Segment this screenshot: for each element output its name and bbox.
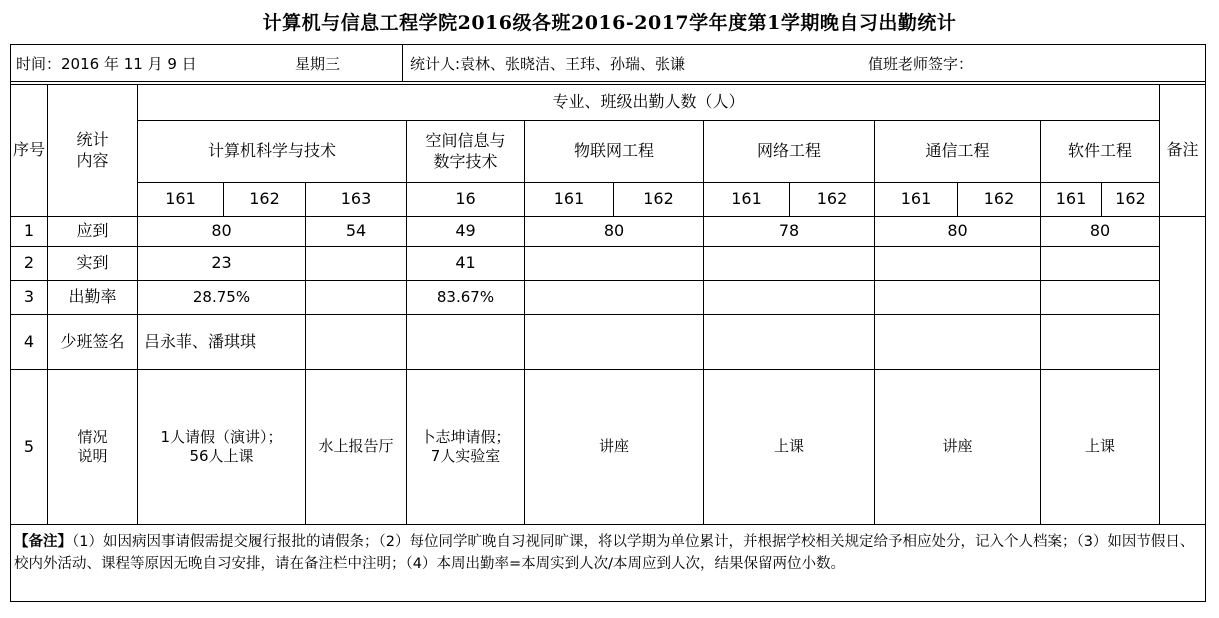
major-communication: 通信工程 <box>875 121 1041 183</box>
header-row-1 <box>11 85 1206 121</box>
cell-communication: 讲座 <box>875 370 1041 525</box>
class-cell: 163 <box>306 183 407 217</box>
cell-network <box>704 247 875 281</box>
cell-spatial-info <box>407 315 525 370</box>
cell-cs-161-162: 28.75% <box>138 281 306 315</box>
cell-network: 78 <box>704 217 875 247</box>
info-row <box>10 44 1206 82</box>
class-cell: 161 <box>138 183 224 217</box>
remark-cell <box>1160 217 1206 525</box>
header-row-classes <box>11 183 1206 217</box>
cell-software <box>1041 281 1160 315</box>
row-label: 应到 <box>48 217 138 247</box>
cell-cs-163 <box>306 281 407 315</box>
row-label: 少班签名 <box>48 315 138 370</box>
cell-cs-161-162: 23 <box>138 247 306 281</box>
cell-cs-163: 水上报告厅 <box>306 370 407 525</box>
cell-cs-163 <box>306 247 407 281</box>
row-label: 实到 <box>48 247 138 281</box>
cell-iot <box>525 315 704 370</box>
cell-software <box>1041 315 1160 370</box>
class-cell: 162 <box>1102 183 1160 217</box>
cell-cs-163 <box>306 315 407 370</box>
header-row-majors <box>11 121 1206 183</box>
note-text: （1）如因病因事请假需提交履行报批的请假条；（2）每位同学旷晚自习视同旷课，将以学期为单位累计，并根据学校相关规定给予相应处分，记入个人档案；（3）如因节假日、校内外活动、课程等原因无晚自习安排，请在备注栏中注明；（4）本周出勤率=本周实到人次/本周应到人次，结果保留两位小数。 <box>14 534 1195 572</box>
class-cell: 161 <box>875 183 958 217</box>
row-number: 5 <box>11 370 48 525</box>
major-cs: 计算机科学与技术 <box>138 121 407 183</box>
cell-iot <box>525 281 704 315</box>
cell-spatial-info: 卜志坤请假； 7人实验室 <box>407 370 525 525</box>
class-cell: 161 <box>525 183 614 217</box>
note-label: 【备注】 <box>14 534 72 550</box>
teacher-sign-label: 值班老师签字： <box>868 55 974 73</box>
class-cell: 162 <box>790 183 875 217</box>
cell-iot <box>525 247 704 281</box>
page-title: 计算机与信息工程学院2016级各班2016-2017学年度第1学期晚自习出勤统计 <box>262 12 957 34</box>
row-label: 情况 说明 <box>48 370 138 525</box>
major-software: 软件工程 <box>1041 121 1160 183</box>
row-label: 出勤率 <box>48 281 138 315</box>
cell-software: 上课 <box>1041 370 1160 525</box>
table-row <box>11 315 1206 370</box>
info-divider <box>402 44 403 82</box>
cell-cs-161-162: 80 <box>138 217 306 247</box>
weekday-text: 星期三 <box>295 55 341 73</box>
class-cell: 162 <box>614 183 704 217</box>
row-number: 2 <box>11 247 48 281</box>
cell-iot: 80 <box>525 217 704 247</box>
class-cell: 161 <box>1041 183 1102 217</box>
group-header: 专业、班级出勤人数（人） <box>138 85 1160 121</box>
cell-communication <box>875 281 1041 315</box>
remarks-note <box>14 531 1202 575</box>
class-cell: 161 <box>704 183 790 217</box>
cell-cs-161-162: 吕永菲、潘琪琪 <box>138 315 306 370</box>
class-cell: 16 <box>407 183 525 217</box>
cell-software: 80 <box>1041 217 1160 247</box>
cell-spatial-info: 49 <box>407 217 525 247</box>
table-row <box>11 281 1206 315</box>
cell-network <box>704 281 875 315</box>
cell-spatial-info: 41 <box>407 247 525 281</box>
remark-header: 备注 <box>1160 85 1206 217</box>
date-text: 时间：2016 年 11 月 9 日 <box>16 55 197 73</box>
cell-communication <box>875 315 1041 370</box>
cell-iot: 讲座 <box>525 370 704 525</box>
cell-network <box>704 315 875 370</box>
cell-spatial-info: 83.67% <box>407 281 525 315</box>
cell-software <box>1041 247 1160 281</box>
row-number: 4 <box>11 315 48 370</box>
attendance-table <box>10 84 1206 525</box>
class-cell: 162 <box>958 183 1041 217</box>
cell-communication: 80 <box>875 217 1041 247</box>
cell-communication <box>875 247 1041 281</box>
table-row <box>11 370 1206 525</box>
row-number: 1 <box>11 217 48 247</box>
class-cell: 162 <box>224 183 306 217</box>
major-iot: 物联网工程 <box>525 121 704 183</box>
table-row <box>11 217 1206 247</box>
cell-network: 上课 <box>704 370 875 525</box>
major-spatial-info: 空间信息与 数字技术 <box>407 121 525 183</box>
seq-header: 序号 <box>11 85 48 217</box>
major-network: 网络工程 <box>704 121 875 183</box>
cell-cs-163: 54 <box>306 217 407 247</box>
row-number: 3 <box>11 281 48 315</box>
stats-by-text: 统计人:袁林、张晓洁、王玮、孙瑞、张谦 <box>410 55 686 73</box>
content-header: 统计 内容 <box>48 85 138 217</box>
cell-cs-161-162: 1人请假（演讲）； 56人上课 <box>138 370 306 525</box>
table-row <box>11 247 1206 281</box>
